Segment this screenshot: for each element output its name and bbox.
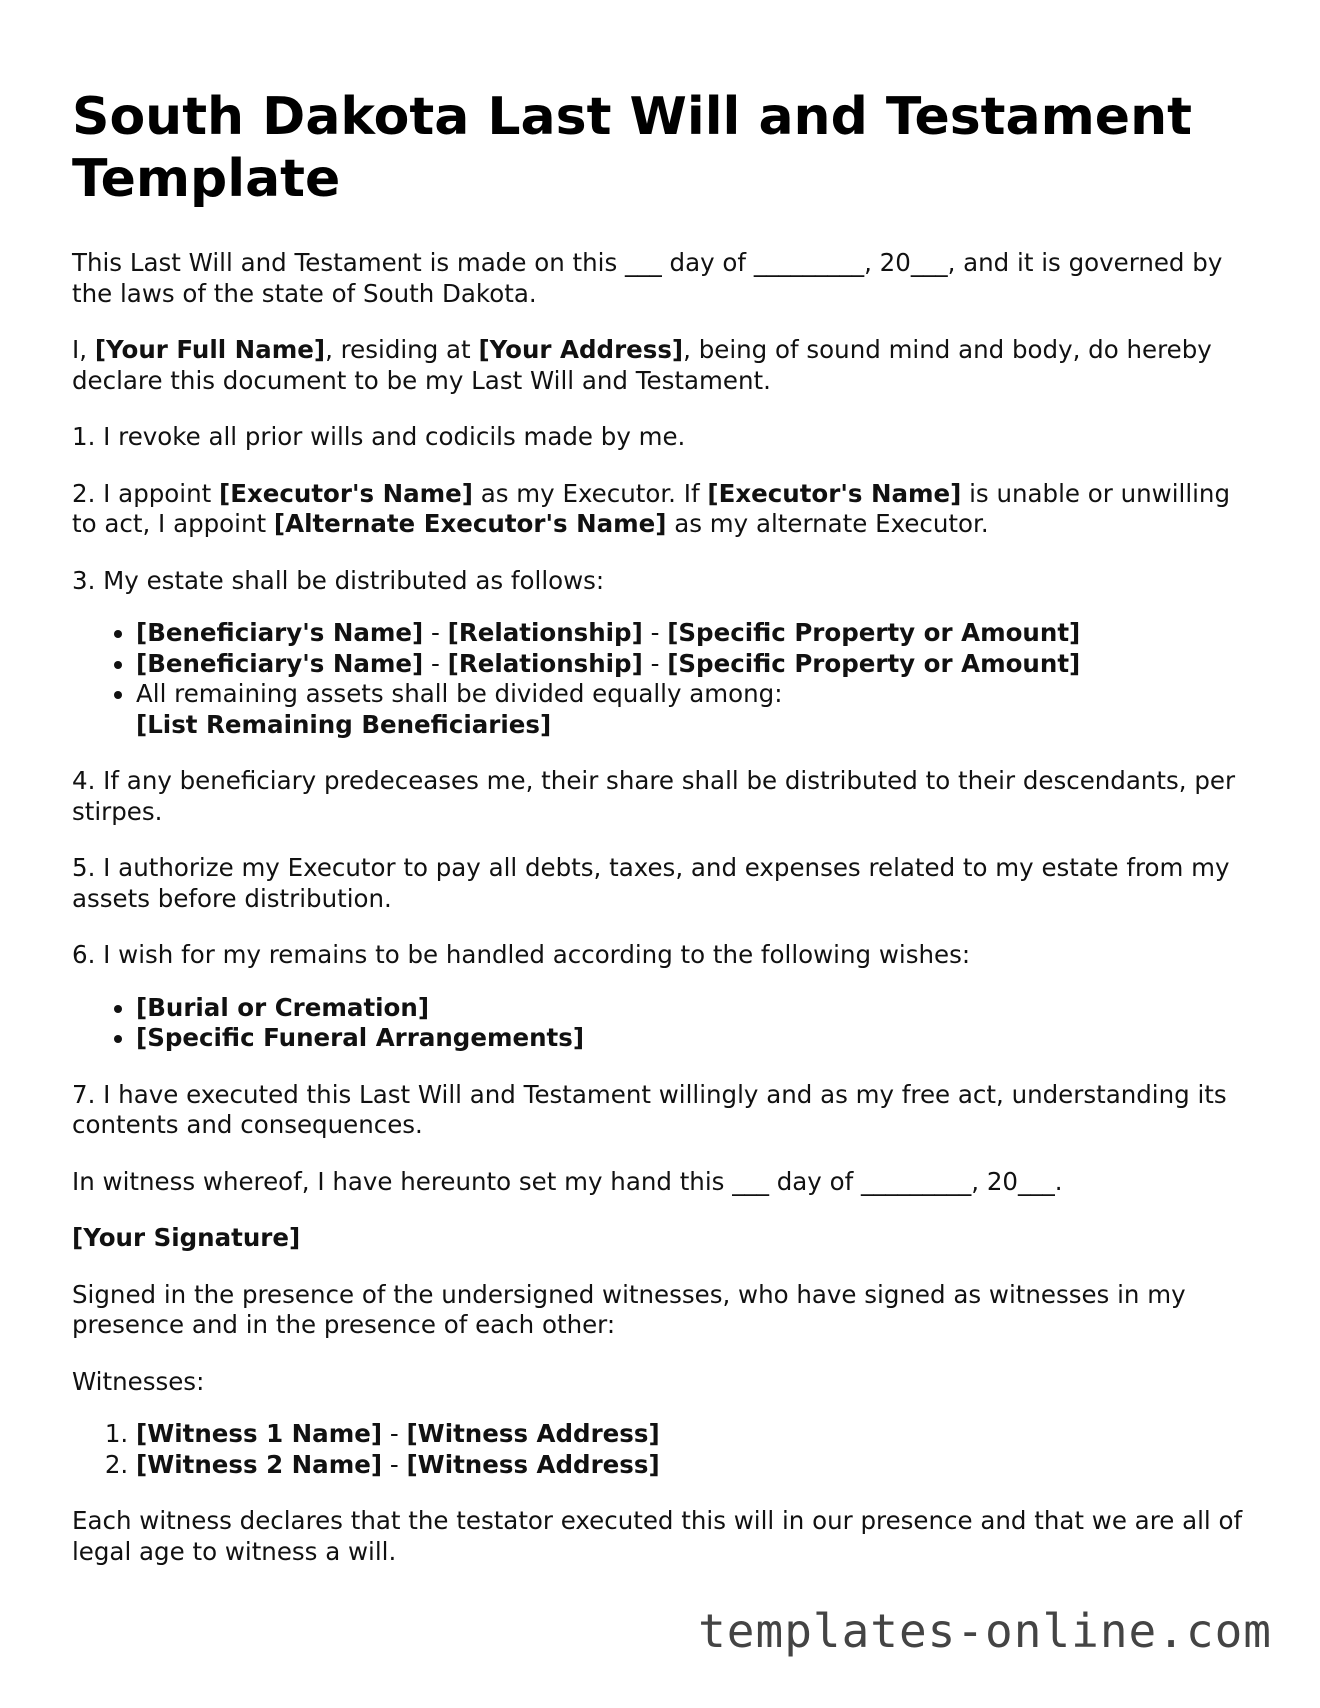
list-item — [136, 1023, 1252, 1054]
beneficiary-property: [Specific Property or Amount] — [667, 618, 1081, 647]
witnesses-label: Witnesses: — [72, 1366, 205, 1396]
clause-5: 5. I authorize my Executor to pay all debts, taxes, and expenses related to my estate from my assets before distribution. — [72, 853, 1230, 913]
executor-name-placeholder: [Executor's Name] — [219, 478, 473, 508]
separator: - — [642, 648, 668, 678]
burial-placeholder: [Burial or Cremation] — [136, 992, 430, 1022]
list-item — [136, 649, 1252, 680]
closing-paragraph: Each witness declares that the testator executed this will in our presence and that we are all of legal age to witness a will. — [72, 1506, 1243, 1566]
testator-name-placeholder: [Your Full Name] — [94, 335, 326, 364]
beneficiary-name: [Beneficiary's Name] — [136, 648, 424, 678]
clause-2-text-d: as my alternate Executor. — [666, 509, 989, 538]
testator-address-placeholder: [Your Address] — [478, 335, 684, 364]
page-title: South Dakota Last Will and Testament Template — [72, 87, 1192, 209]
separator: - — [642, 618, 668, 647]
signed-presence-paragraph: Signed in the presence of the undersigned witnesses, who have signed as witnesses in my presence and in the presence of each other: — [72, 1279, 1186, 1339]
document-page — [72, 86, 1252, 1593]
intro-paragraph: This Last Will and Testament is made on this ___ day of _________, 20___, and it is governed by the laws of the state of South Dakota. — [72, 248, 1223, 308]
declaration-mid: , residing at — [325, 335, 479, 364]
witness-address: [Witness Address] — [406, 1449, 660, 1479]
witness-name: [Witness 1 Name] — [136, 1419, 383, 1448]
list-item — [136, 618, 1252, 649]
beneficiary-property: [Specific Property or Amount] — [667, 648, 1081, 678]
remaining-assets-text: All remaining assets shall be divided equally among: — [136, 679, 783, 708]
beneficiary-name: [Beneficiary's Name] — [136, 618, 424, 647]
clause-2-text-c: is unable or unwilling to act, I appoint — [72, 478, 1231, 538]
clause-2-text-b: as my Executor. If — [472, 478, 708, 508]
beneficiary-relationship: [Relationship] — [447, 648, 643, 678]
wishes-list — [72, 993, 1252, 1054]
watermark: templates-online.com — [698, 1604, 1272, 1658]
list-item — [136, 993, 1252, 1024]
signature-label: [Your Signature] — [72, 1223, 301, 1252]
remaining-beneficiaries-placeholder: [List Remaining Beneficiaries] — [136, 709, 552, 739]
signature-placeholder — [72, 1223, 1252, 1254]
clause-2-text-a: 2. I appoint — [72, 478, 220, 508]
witness-address: [Witness Address] — [406, 1419, 660, 1448]
clause-6: 6. I wish for my remains to be handled according to the following wishes: — [72, 940, 971, 969]
witness-whereof-paragraph: In witness whereof, I have hereunto set my hand this ___ day of _________, 20___. — [72, 1166, 1063, 1196]
clause-1: 1. I revoke all prior wills and codicils made by me. — [72, 422, 686, 451]
distribution-list — [72, 618, 1252, 740]
declaration-suffix: , being of sound mind and body, do hereby declare this document to be my Last Will and Testament. — [72, 335, 1212, 395]
clause-4: 4. If any beneficiary predeceases me, their share shall be distributed to their descendants, per stirpes. — [72, 766, 1236, 826]
declaration-prefix: I, — [72, 335, 95, 364]
witnesses-list — [72, 1419, 1252, 1480]
witness-name: [Witness 2 Name] — [136, 1449, 383, 1479]
declaration-paragraph — [72, 335, 1252, 396]
separator: - — [423, 648, 448, 678]
separator: - — [382, 1449, 407, 1479]
beneficiary-relationship: [Relationship] — [447, 618, 643, 647]
separator: - — [382, 1419, 407, 1448]
clause-2 — [72, 479, 1252, 540]
executor-name-placeholder: [Executor's Name] — [707, 478, 962, 508]
list-item — [136, 1450, 1252, 1481]
funeral-placeholder: [Specific Funeral Arrangements] — [136, 1023, 585, 1052]
list-item — [136, 679, 1252, 740]
clause-3: 3. My estate shall be distributed as follows: — [72, 565, 605, 595]
list-item — [136, 1419, 1252, 1450]
clause-7: 7. I have executed this Last Will and Testament willingly and as my free act, understanding its contents and consequences. — [72, 1079, 1227, 1139]
alternate-executor-placeholder: [Alternate Executor's Name] — [273, 509, 667, 538]
separator: - — [423, 618, 448, 647]
